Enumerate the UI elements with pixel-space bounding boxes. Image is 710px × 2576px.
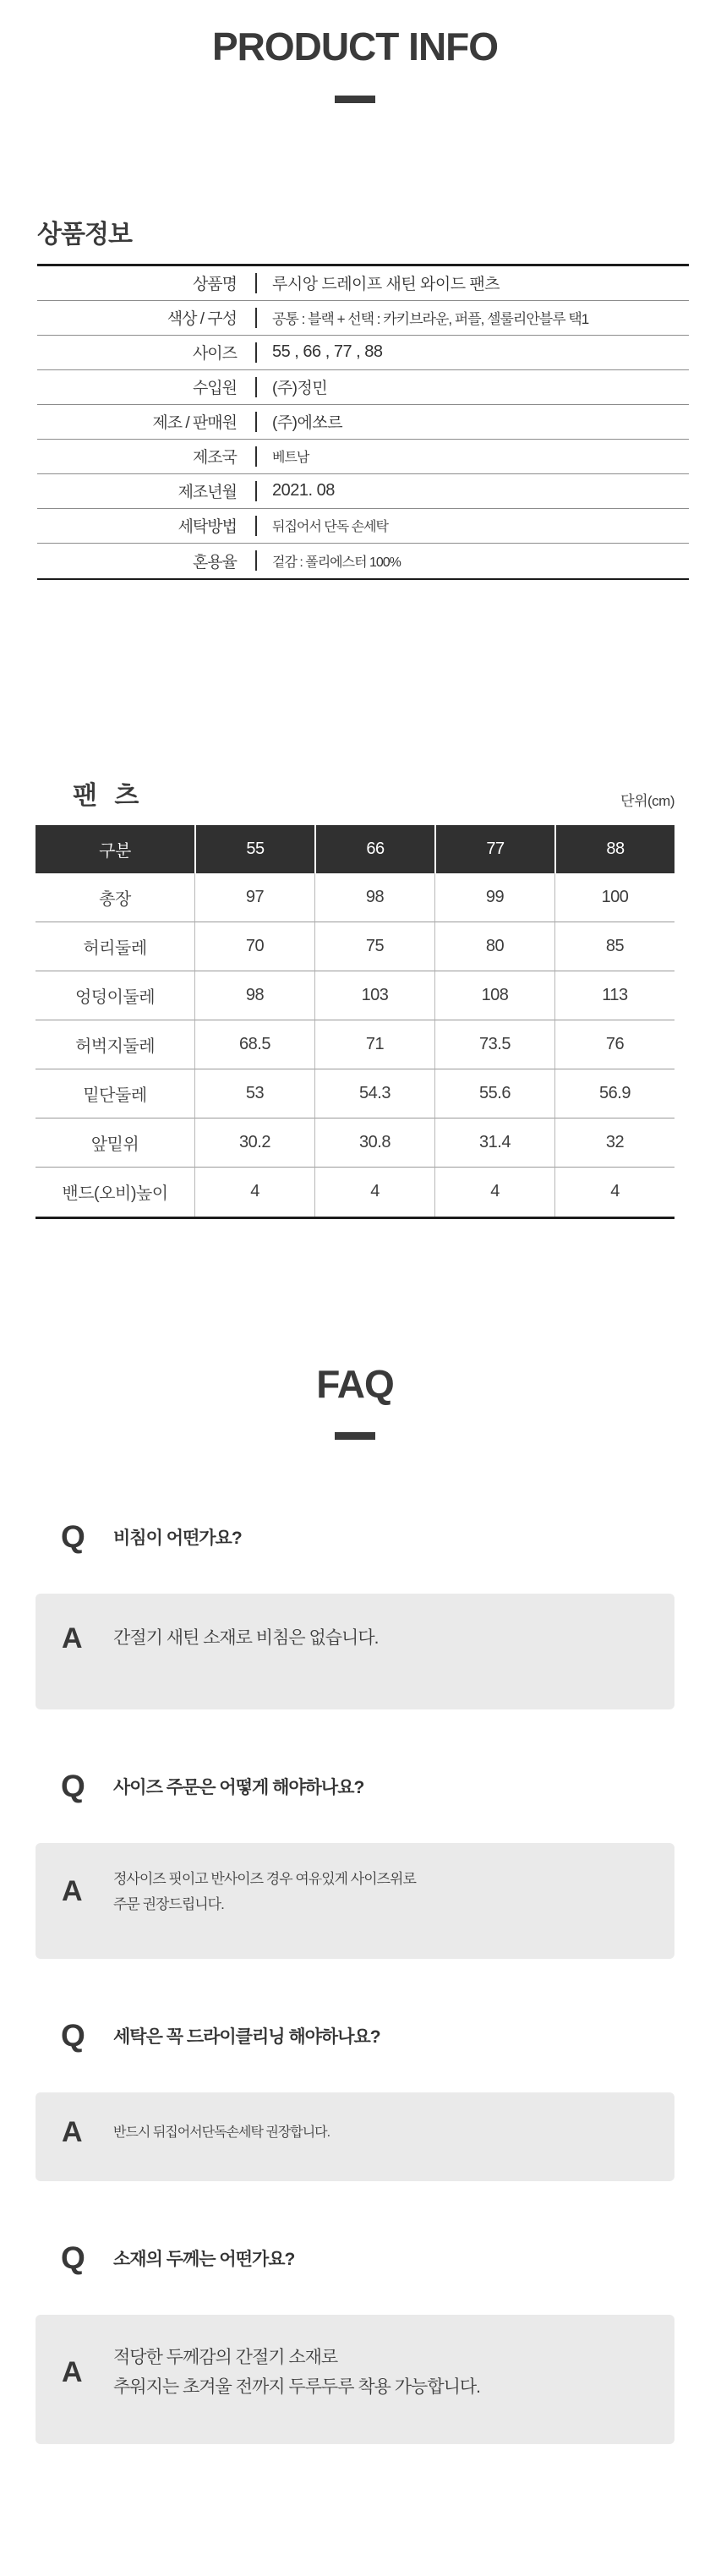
row-value: 겉감 : 폴리에스터 100% (272, 555, 401, 570)
row-value: 2021. 08 (272, 481, 335, 500)
cell-value: 99 (434, 873, 554, 922)
divider-bar (255, 481, 257, 501)
table-row (37, 301, 689, 336)
column-header: 55 (194, 825, 314, 873)
cell-value: 76 (554, 1020, 674, 1069)
row-value: 베트남 (272, 451, 309, 466)
faq-item (36, 2240, 674, 2444)
faq-title: FAQ (316, 1361, 394, 1406)
divider-bar (255, 273, 257, 293)
table-row (36, 971, 674, 1020)
row-label: 허리둘레 (36, 922, 194, 971)
cell-value: 70 (194, 922, 314, 971)
cell-value: 103 (314, 971, 434, 1020)
faq-answer-box (36, 2092, 674, 2181)
faq-answer-inner (62, 2116, 330, 2149)
faq-question-row (61, 2018, 674, 2054)
size-unit-label: 단위(cm) (620, 792, 674, 809)
cell-value: 100 (554, 873, 674, 922)
cell-value: 4 (434, 1168, 554, 1217)
table-row (37, 509, 689, 544)
q-letter: Q (61, 1519, 85, 1555)
cell-value: 85 (554, 922, 674, 971)
faq-question-row (61, 1519, 674, 1555)
cell-value: 55.6 (434, 1069, 554, 1118)
size-table (36, 825, 674, 1219)
row-label: 밴드(오비)높이 (62, 1184, 168, 1204)
row-label: 제조 / 판매원 (152, 414, 237, 433)
faq-question: 세탁은 꼭 드라이클리닝 해야하나요? (113, 2027, 380, 2048)
divider-bar (255, 550, 257, 571)
row-label: 총장 (36, 873, 194, 922)
cell-value: 53 (194, 1069, 314, 1118)
table-row (37, 370, 689, 405)
row-label: 밑단둘레 (36, 1069, 194, 1118)
table-row (37, 544, 689, 578)
answer-line: 반드시 뒤집어서단독손세탁 권장합니다. (113, 2125, 330, 2140)
table-row (37, 474, 689, 509)
row-label: 제조국 (192, 449, 237, 468)
row-value: 공통 : 블랙 + 선택 : 카키브라운, 퍼플, 셀룰리안블루 택1 (272, 311, 589, 328)
row-value: 루시앙 드레이프 새틴 와이드 팬츠 (272, 276, 500, 294)
product-info-heading: 상품정보 (37, 220, 132, 249)
row-label: 혼용율 (192, 553, 237, 572)
column-header: 88 (554, 825, 674, 873)
faq-answer-inner (62, 1622, 378, 1655)
table-row (36, 922, 674, 971)
cell-value: 30.8 (314, 1118, 434, 1168)
answer-line: 적당한 두께감의 간절기 소재로 (113, 2348, 338, 2368)
a-letter: A (62, 1875, 83, 1908)
product-info-table (37, 264, 689, 580)
faq-answer-inner (62, 1867, 416, 1917)
q-letter: Q (61, 1769, 85, 1804)
cell-value: 75 (314, 922, 434, 971)
faq-answer (113, 2122, 330, 2144)
cell-value: 56.9 (554, 1069, 674, 1118)
faq-answer-inner (62, 2344, 480, 2402)
faq-question: 사이즈 주문은 어떻게 해야하나요? (113, 1778, 364, 1798)
row-label: 사이즈 (192, 345, 237, 364)
cell-value: 54.3 (314, 1069, 434, 1118)
faq-item (36, 1519, 674, 1709)
size-section-header (0, 774, 710, 812)
a-letter: A (62, 1622, 83, 1655)
cell-value: 4 (554, 1168, 674, 1217)
table-row (37, 440, 689, 474)
row-value: (주)정민 (272, 380, 328, 398)
a-letter: A (62, 2356, 83, 2389)
cell-value: 113 (554, 971, 674, 1020)
cell-value: 31.4 (434, 1118, 554, 1168)
divider-bar (255, 516, 257, 536)
faq-question-row (61, 1769, 674, 1804)
page-title: PRODUCT INFO (211, 25, 499, 68)
size-table-heading: 팬 츠 (73, 781, 145, 810)
divider-bar (255, 412, 257, 432)
q-letter: Q (61, 2018, 85, 2054)
column-header: 66 (314, 825, 434, 873)
cell-value: 4 (314, 1168, 434, 1217)
faq-divider-dash (335, 1432, 375, 1440)
row-label: 허벅지둘레 (36, 1020, 194, 1069)
table-row (36, 873, 674, 922)
faq-item (36, 2018, 674, 2181)
row-value: (주)에쏘르 (272, 414, 343, 433)
divider-bar (255, 377, 257, 397)
answer-line: 주문 권장드립니다. (113, 1895, 224, 1912)
divider-bar (255, 342, 257, 363)
cell-value: 98 (314, 873, 434, 922)
cell-value: 108 (434, 971, 554, 1020)
cell-value: 68.5 (194, 1020, 314, 1069)
faq-answer-box (36, 2315, 674, 2444)
answer-line: 간절기 새틴 소재로 비침은 없습니다. (113, 1628, 379, 1649)
row-label: 수입원 (192, 380, 237, 398)
cell-value: 30.2 (194, 1118, 314, 1168)
row-label: 제조년월 (178, 484, 237, 502)
faq-item (36, 1769, 674, 1959)
table-row (37, 336, 689, 370)
a-letter: A (62, 2116, 83, 2149)
row-label: 색상 / 구성 (167, 310, 237, 329)
cell-value: 98 (194, 971, 314, 1020)
faq-answer (113, 1624, 378, 1654)
row-label: 상품명 (192, 276, 237, 294)
divider-bar (255, 308, 257, 328)
table-row (37, 266, 689, 301)
row-label: 앞밑위 (36, 1118, 194, 1168)
row-value: 뒤집어서 단독 손세탁 (272, 520, 388, 535)
faq-question-row (61, 2240, 674, 2276)
title-divider-dash (335, 96, 375, 103)
faq-answer (113, 2344, 480, 2402)
row-label: 엉덩이둘레 (36, 971, 194, 1020)
divider-bar (255, 446, 257, 467)
faq-answer-box (36, 1843, 674, 1959)
q-letter: Q (61, 2240, 85, 2276)
table-row (36, 1020, 674, 1069)
cell-value: 80 (434, 922, 554, 971)
column-header: 77 (434, 825, 554, 873)
cell-value: 97 (194, 873, 314, 922)
answer-line: 추워지는 초겨울 전까지 두루두루 착용 가능합니다. (113, 2376, 481, 2397)
faq-question: 소재의 두께는 어떤가요? (113, 2250, 295, 2270)
table-row (36, 1118, 674, 1168)
size-table-body (36, 873, 674, 1217)
cell-value: 73.5 (434, 1020, 554, 1069)
table-row (37, 405, 689, 440)
cell-value: 71 (314, 1020, 434, 1069)
row-value: 55 , 66 , 77 , 88 (272, 342, 383, 362)
faq-section-header (0, 1363, 710, 1441)
size-table-header-row (36, 825, 674, 873)
cell-value: 32 (554, 1118, 674, 1168)
column-header: 구분 (36, 825, 194, 873)
faq-answer-box (36, 1594, 674, 1709)
answer-line: 정사이즈 핏이고 반사이즈 경우 여유있게 사이즈위로 (113, 1871, 416, 1888)
table-row (36, 1069, 674, 1118)
faq-question: 비침이 어떤가요? (113, 1529, 242, 1549)
table-row (36, 1168, 674, 1217)
faq-answer (113, 1867, 416, 1917)
cell-value: 4 (194, 1168, 314, 1217)
row-label: 세탁방법 (178, 518, 237, 537)
